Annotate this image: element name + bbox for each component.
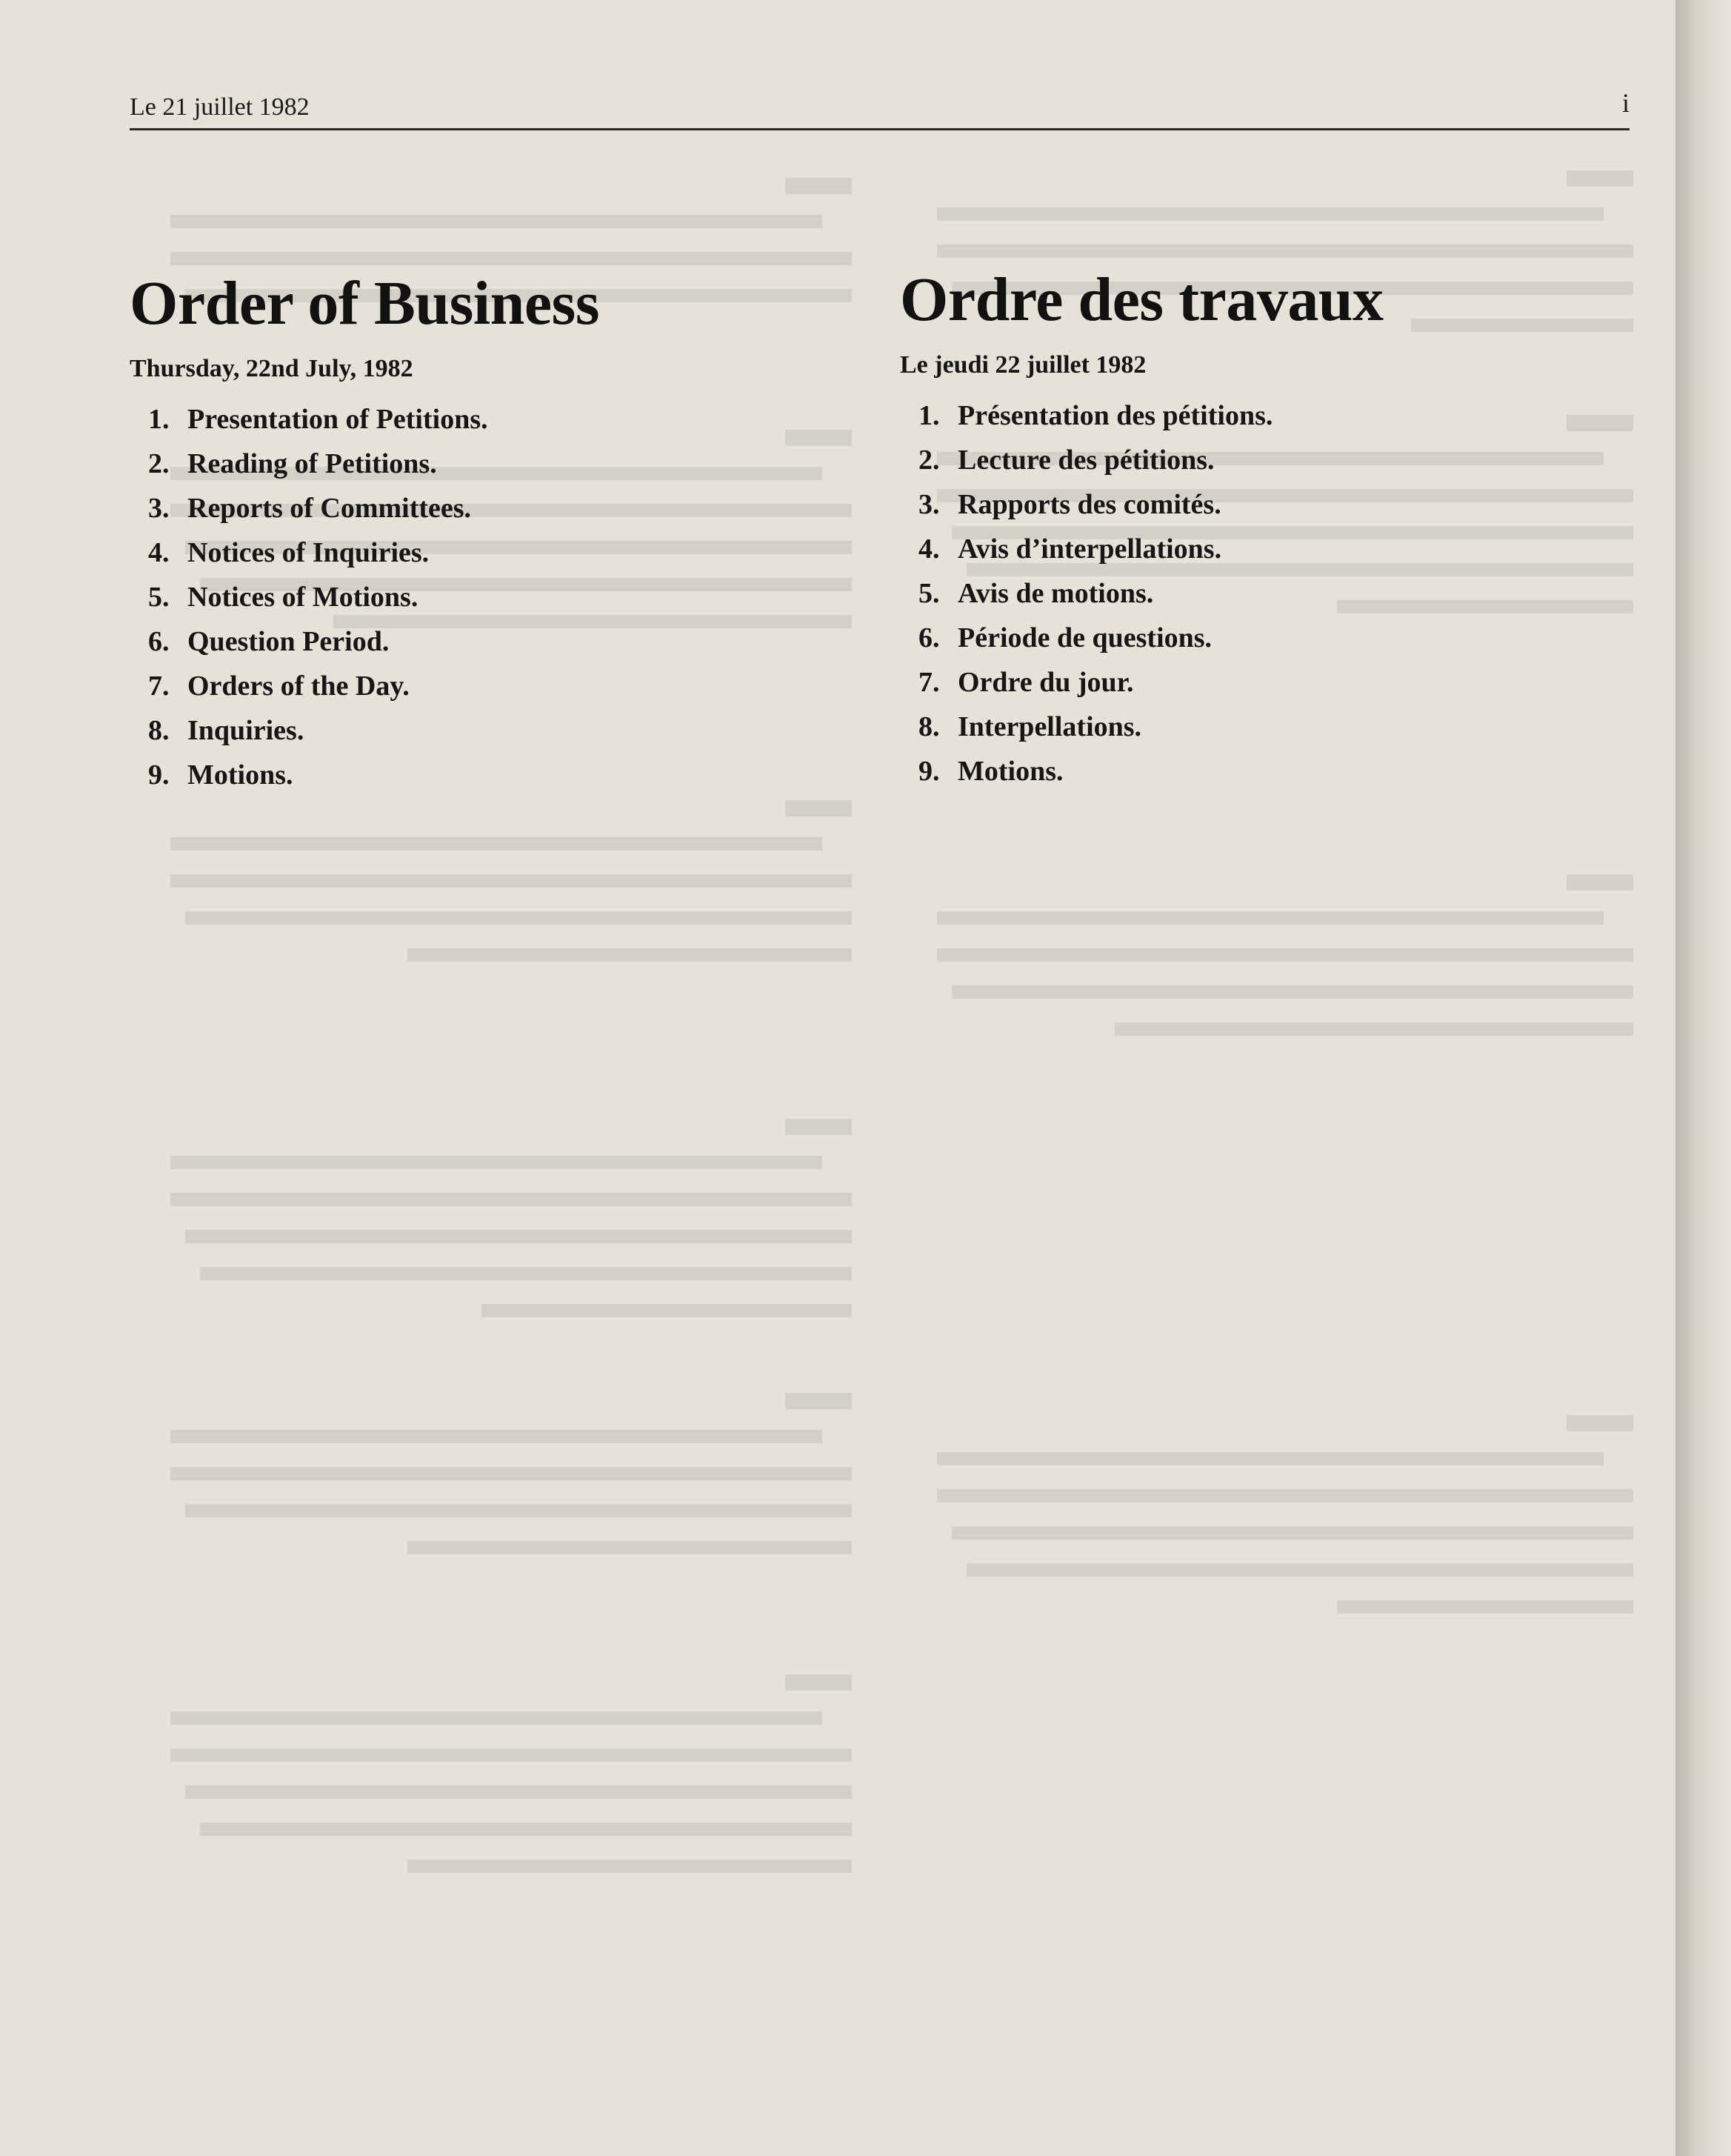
list-item [130,664,870,708]
page-number: i [1621,88,1630,118]
item-number: 2. [148,448,170,479]
item-text: Période de questions. [958,622,1213,653]
list-item [130,619,870,664]
item-number: 4. [148,537,170,568]
item-number: 9. [918,756,940,787]
french-date: Le jeudi 22 juillet 1982 [900,351,1147,379]
item-text: Lecture des pétitions. [958,445,1215,476]
list-item [900,749,1641,793]
list-item [130,486,870,530]
item-text: Avis d’interpellations. [958,533,1222,565]
item-number: 6. [148,626,170,657]
binding-edge [1675,0,1731,2156]
english-date: Thursday, 22nd July, 1982 [130,355,413,382]
item-text: Rapports des comités. [958,489,1221,520]
list-item [130,575,870,619]
english-item-list [130,397,870,797]
item-number: 9. [148,759,170,791]
list-item [900,705,1641,749]
page-header [130,88,1630,130]
item-number: 1. [918,400,940,431]
item-text: Notices of Motions. [187,582,418,613]
item-number: 7. [918,667,940,698]
item-number: 5. [918,578,940,609]
item-number: 3. [918,489,940,520]
list-item [130,530,870,575]
item-number: 2. [918,445,940,476]
item-number: 8. [148,715,170,746]
item-number: 4. [918,533,940,565]
item-text: Interpellations. [958,711,1142,742]
list-item [900,571,1641,616]
list-item [900,660,1641,705]
item-text: Motions. [187,759,293,791]
item-number: 5. [148,582,170,613]
list-item [900,393,1641,438]
item-number: 6. [918,622,940,653]
item-number: 1. [148,404,170,435]
french-item-list [900,393,1641,793]
item-text: Orders of the Day. [187,671,410,702]
list-item [130,397,870,442]
list-item [130,442,870,486]
list-item [900,616,1641,660]
list-item [900,482,1641,527]
item-number: 8. [918,711,940,742]
item-text: Question Period. [187,626,390,657]
english-column [130,267,870,797]
english-title: Order of Business [130,269,600,338]
item-text: Ordre du jour. [958,667,1134,698]
list-item [900,527,1641,571]
list-item [130,753,870,797]
french-column [900,263,1641,793]
item-text: Présentation des pétitions. [958,400,1273,431]
header-date: Le 21 juillet 1982 [130,93,310,121]
item-text: Notices of Inquiries. [187,537,430,568]
item-text: Reading of Petitions. [187,448,437,479]
header-rule [130,128,1630,130]
item-text: Presentation of Petitions. [187,404,488,435]
item-text: Motions. [958,756,1064,787]
list-item [130,708,870,753]
item-text: Reports of Committees. [187,493,472,524]
item-text: Avis de motions. [958,578,1154,609]
item-number: 7. [148,671,170,702]
list-item [900,438,1641,482]
item-number: 3. [148,493,170,524]
french-title: Ordre des travaux [900,265,1384,334]
item-text: Inquiries. [187,715,304,746]
